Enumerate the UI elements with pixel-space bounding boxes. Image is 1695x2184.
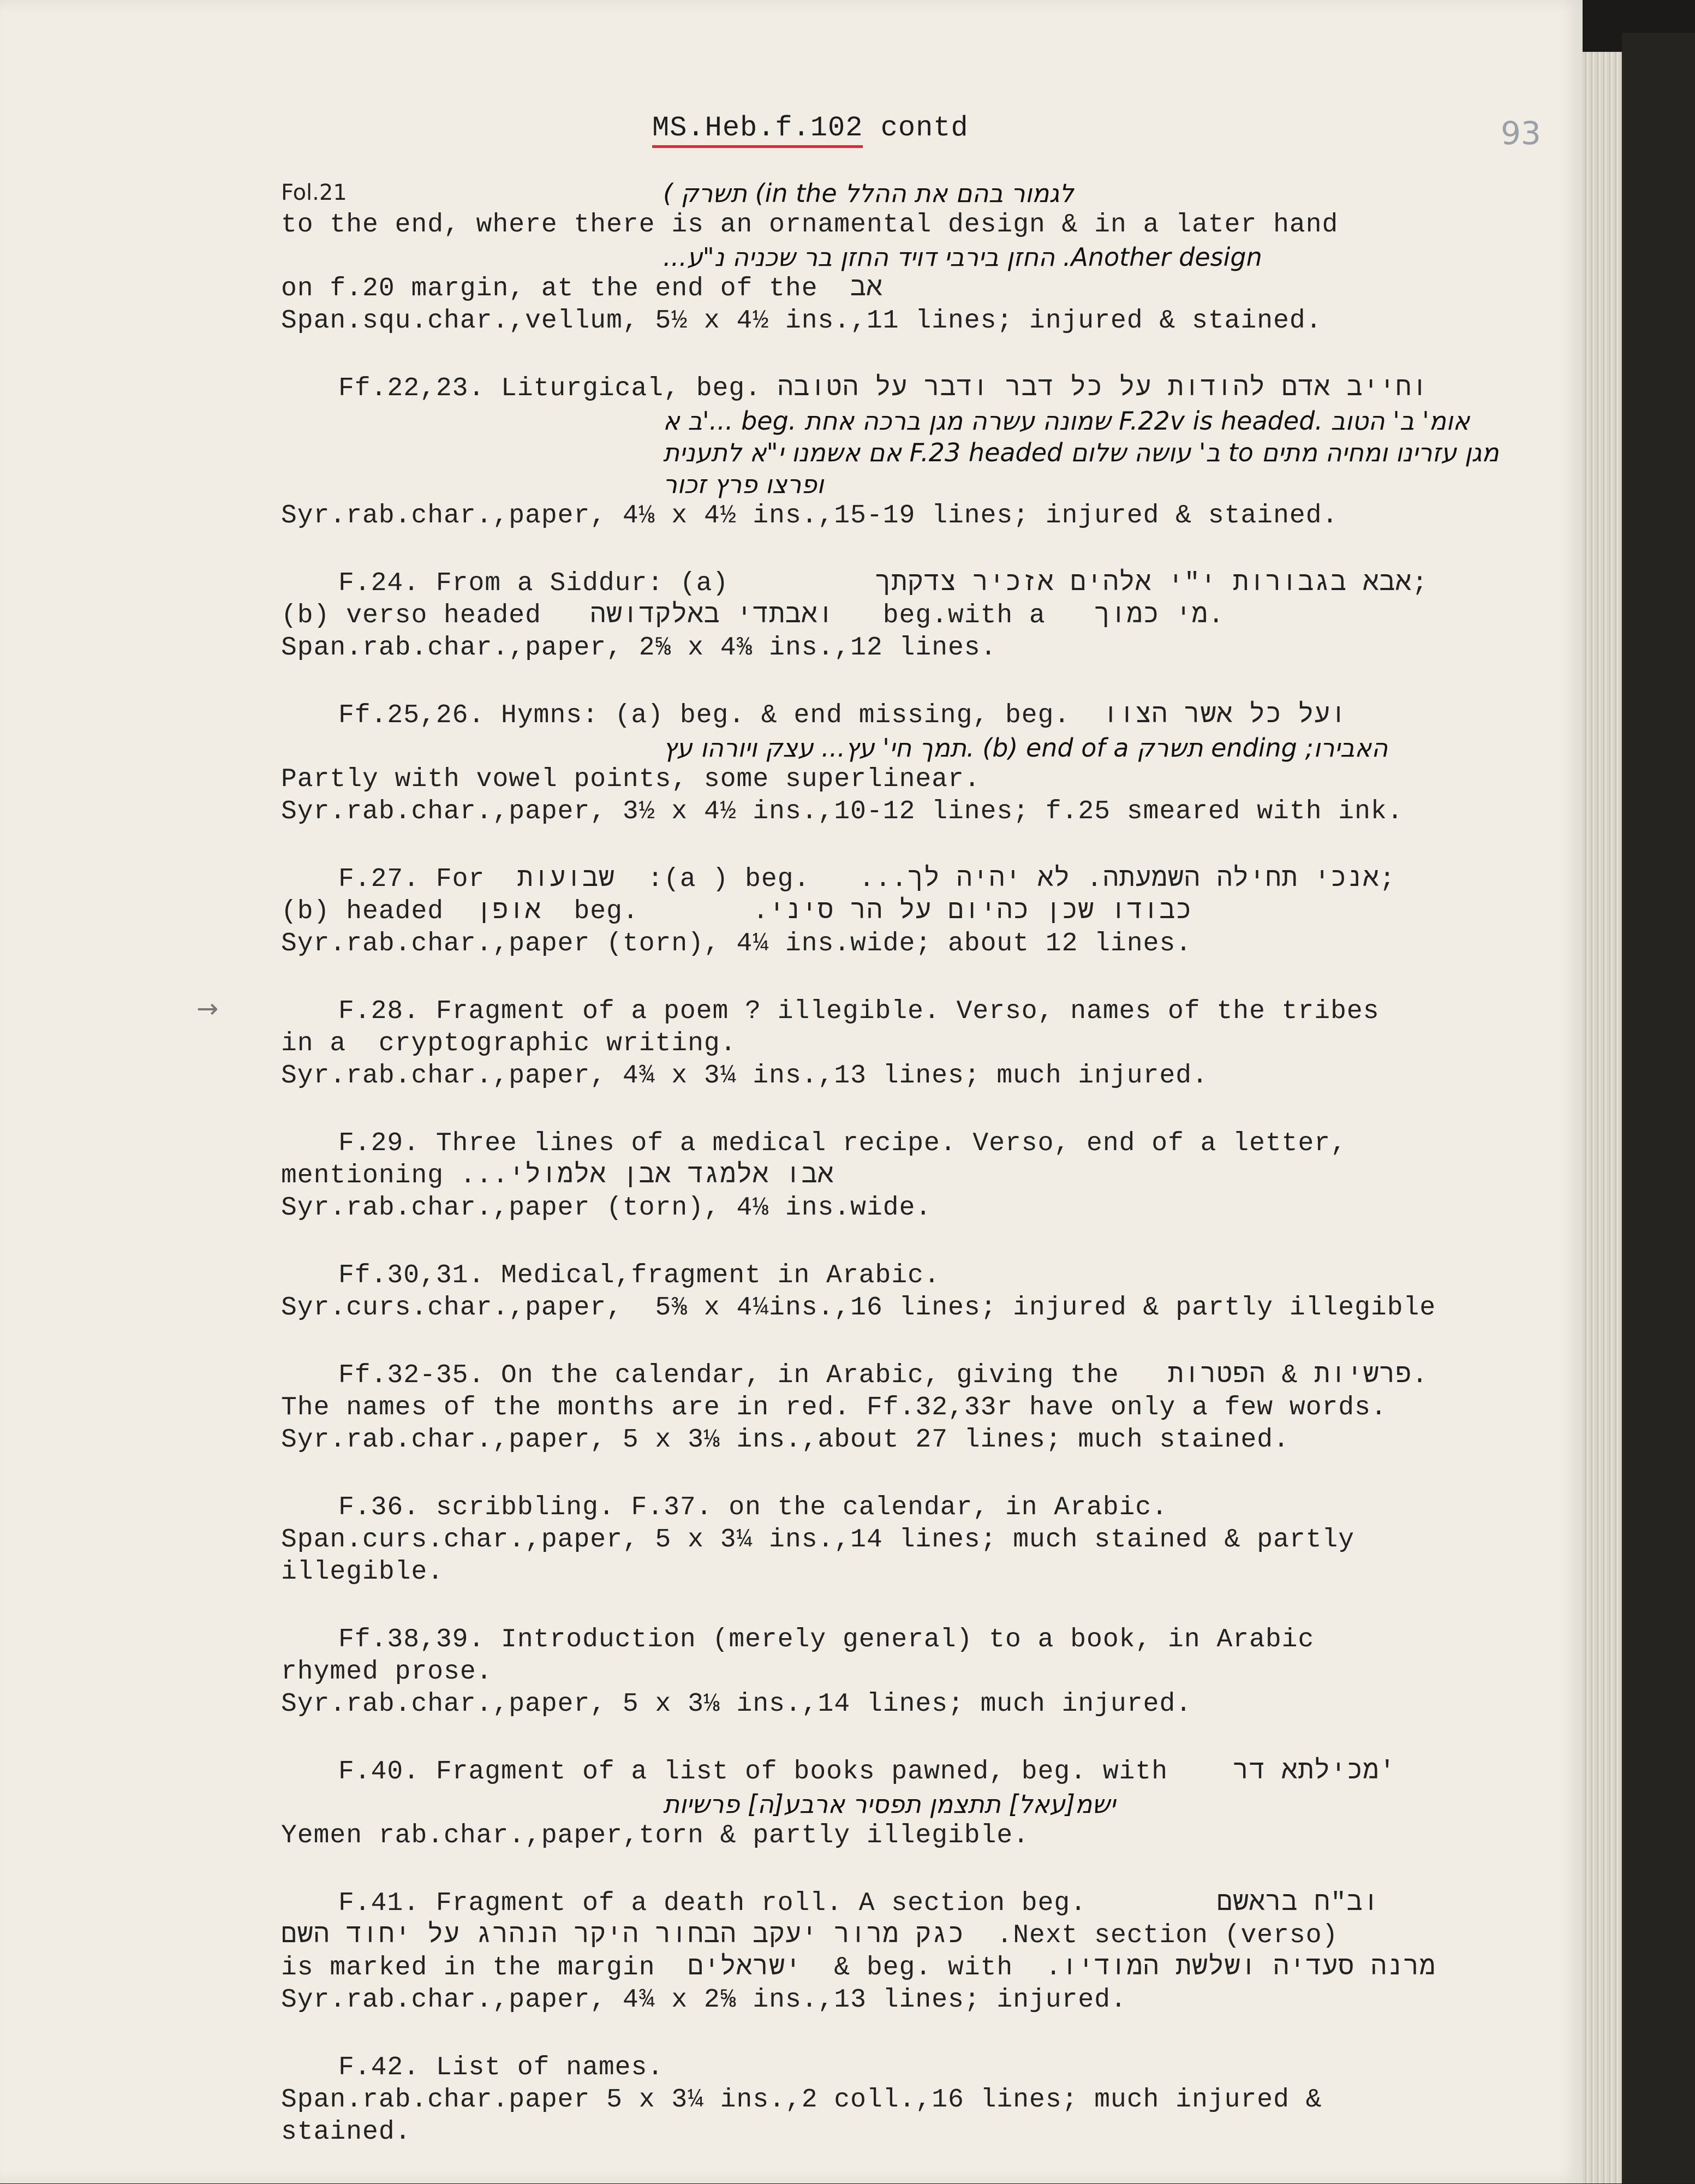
handwritten-annotation: ( תשרק (in the לגמור בהם את ההלל [663, 178, 1074, 208]
marginal-note: Fol.21 [281, 180, 347, 205]
entry-heading-line: Ff.32-35. On the calendar, in Arabic, giving the פרשיות & הפטרות. [338, 1361, 1428, 1390]
handwritten-annotation: אם אשמנו י"א לתענית F.23 headed ב' עושה שלום to מגן עזרינו ומחיה מתים [663, 438, 1499, 467]
handwritten-annotation: ופרצו פרץ זכור [663, 469, 824, 499]
handwritten-annotation: ישמ[עאל] תתצמן תפסיר ארבע[ה] פרשיות [663, 1789, 1116, 1819]
entry-heading-line: Ff.25,26. Hymns: (a) beg. & end missing, beg. ועל כל אשר הצוו [338, 701, 1347, 730]
entry-f29 [281, 1128, 1547, 1224]
entry-text-line: Partly with vowel points, some superlinear. [281, 765, 981, 794]
entry-text-line: Syr.rab.char.,paper, 4¾ x 3¼ ins.,13 lines; much injured. [281, 1061, 1208, 1091]
entry-heading-line: F.42. List of names. [338, 2053, 664, 2082]
entry-f32 [281, 1360, 1547, 1456]
handwritten-annotation: ב א'... beg. שמונה עשרה מגן ברכה אחת F.22v is headed. אומ' ב' הטוב [663, 406, 1470, 436]
entry-text-line: Span.squ.char.,vellum, 5½ x 4½ ins.,11 lines; injured & stained. [281, 306, 1322, 336]
entry-heading-line: F.36. scribbling. F.37. on the calendar, in Arabic. [338, 1493, 1168, 1522]
entry-text-line: Syr.rab.char.,paper (torn), 4¼ ins.wide; about 12 lines. [281, 929, 1192, 959]
entry-text-line: to the end, where there is an ornamental design & in a later hand [281, 210, 1339, 240]
page-header [652, 112, 969, 144]
entry-text-line: Syr.rab.char.,paper, 4¾ x 2⅝ ins.,13 lines; injured. [281, 1985, 1127, 2015]
entry-text-line: Span.curs.char.,paper, 5 x 3¼ ins.,14 lines; much stained & partly [281, 1525, 1355, 1555]
handwritten-annotation: תמך חי' עץ... עצק ויורהו עץ. (b) end of a תשרק ending ;האבירו [663, 733, 1388, 763]
entry-f21 [281, 177, 1547, 337]
entry-text-line: Syr.curs.char.,paper, 5⅜ x 4¼ins.,16 lines; injured & partly illegible [281, 1293, 1436, 1323]
entry-f42 [281, 2052, 1547, 2149]
entry-text-line: Span.rab.char.paper 5 x 3¼ ins.,2 coll.,16 lines; much injured & [281, 2085, 1322, 2115]
entry-heading-line: F.24. From a Siddur: (a) אבא בגבורות י"י אלהים אזכיר צדקתך; [338, 569, 1428, 598]
entry-heading-line: F.27. For שבועות :(a ) beg. ...אנכי תחילה השמעתה. לא יהיה לך; [338, 865, 1396, 894]
catalogue-entries [281, 177, 1547, 2184]
entry-text-line: (b) headed אופן beg. .כבודו שכן כהיום על הר סיני [281, 897, 1192, 926]
page-edges [1583, 52, 1622, 2183]
entry-text-line: The names of the months are in red. Ff.32,33r have only a few words. [281, 1393, 1387, 1423]
entry-f40 [281, 1756, 1547, 1852]
entry-text-line: Syr.rab.char.,paper, 3½ x 4½ ins.,10-12 lines; f.25 smeared with ink. [281, 797, 1404, 826]
shelfmark: MS.Heb.f.102 [652, 112, 863, 148]
entry-text-line: Syr.rab.char.,paper, 4⅛ x 4½ ins.,15-19 lines; injured & stained. [281, 501, 1339, 531]
entry-f38 [281, 1624, 1547, 1721]
entry-heading-line: F.40. Fragment of a list of books pawned, beg. with מכילתא דר' [338, 1757, 1396, 1787]
entry-f28 [281, 996, 1547, 1092]
entry-text-line: כגק מרור יעקב הבחור היקר הנהרג על יחוד השם .Next section (verso) [281, 1921, 1339, 1950]
entry-heading-line: F.41. Fragment of a death roll. A section beg. וב"ח בראשם [338, 1889, 1380, 1918]
entry-f25 [281, 700, 1547, 828]
entry-heading-line: Ff.38,39. Introduction (merely general) to a book, in Arabic [338, 1625, 1315, 1655]
margin-arrow: → [196, 993, 219, 1024]
entry-text-line: Syr.rab.char.,paper, 5 x 3⅛ ins.,about 27 lines; much stained. [281, 1425, 1290, 1455]
folio-number: 93 [1501, 115, 1541, 152]
entry-text-line: (b) verso headed ואבתדי באלקדושה beg.with a מי כמוך. [281, 601, 1225, 630]
entry-heading-line: Ff.30,31. Medical,fragment in Arabic. [338, 1261, 940, 1290]
book-cover [1622, 33, 1695, 2183]
entry-text-line: mentioning ...אבו אלמגד אבן אלמולי [281, 1161, 834, 1191]
entry-f27 [281, 864, 1547, 960]
entry-text-line: in a cryptographic writing. [281, 1029, 737, 1058]
entry-f24 [281, 568, 1547, 664]
entry-heading-line: F.29. Three lines of a medical recipe. Verso, end of a letter, [338, 1129, 1347, 1158]
entry-text-line: is marked in the margin ישראלים & beg. with .מרנה סעדיה ושלשת המודיו [281, 1953, 1436, 1983]
handwritten-annotation: ...החזן בירבי דויד החזן בר שכניה נ"ע .Another design [663, 242, 1262, 272]
entry-f41 [281, 1888, 1547, 2016]
entry-text-line: Syr.rab.char.,paper, 5 x 3⅛ ins.,14 lines; much injured. [281, 1689, 1192, 1719]
entry-text-line: stained. [281, 2117, 411, 2147]
entry-text-line: rhymed prose. [281, 1657, 493, 1687]
entry-f30 [281, 1260, 1547, 1324]
entry-f36 [281, 1492, 1547, 1588]
entry-heading-line: Ff.22,23. Liturgical, beg. וחייב אדם להודות על כל דבר ודבר על הטובה [338, 374, 1428, 403]
entry-text-line: illegible. [281, 1557, 444, 1587]
entry-text-line: Span.rab.char.,paper, 2⅝ x 4⅜ ins.,12 lines. [281, 633, 997, 663]
entry-heading-line: F.28. Fragment of a poem ? illegible. Verso, names of the tribes [338, 997, 1380, 1026]
header-suffix: contd [880, 112, 969, 144]
entry-f22 [281, 373, 1547, 532]
entry-text-line: on f.20 margin, at the end of the אב [281, 274, 883, 304]
entry-text-line: Syr.rab.char.,paper (torn), 4⅛ ins.wide. [281, 1193, 932, 1223]
entry-text-line: Yemen rab.char.,paper,torn & partly illegible. [281, 1821, 1030, 1850]
